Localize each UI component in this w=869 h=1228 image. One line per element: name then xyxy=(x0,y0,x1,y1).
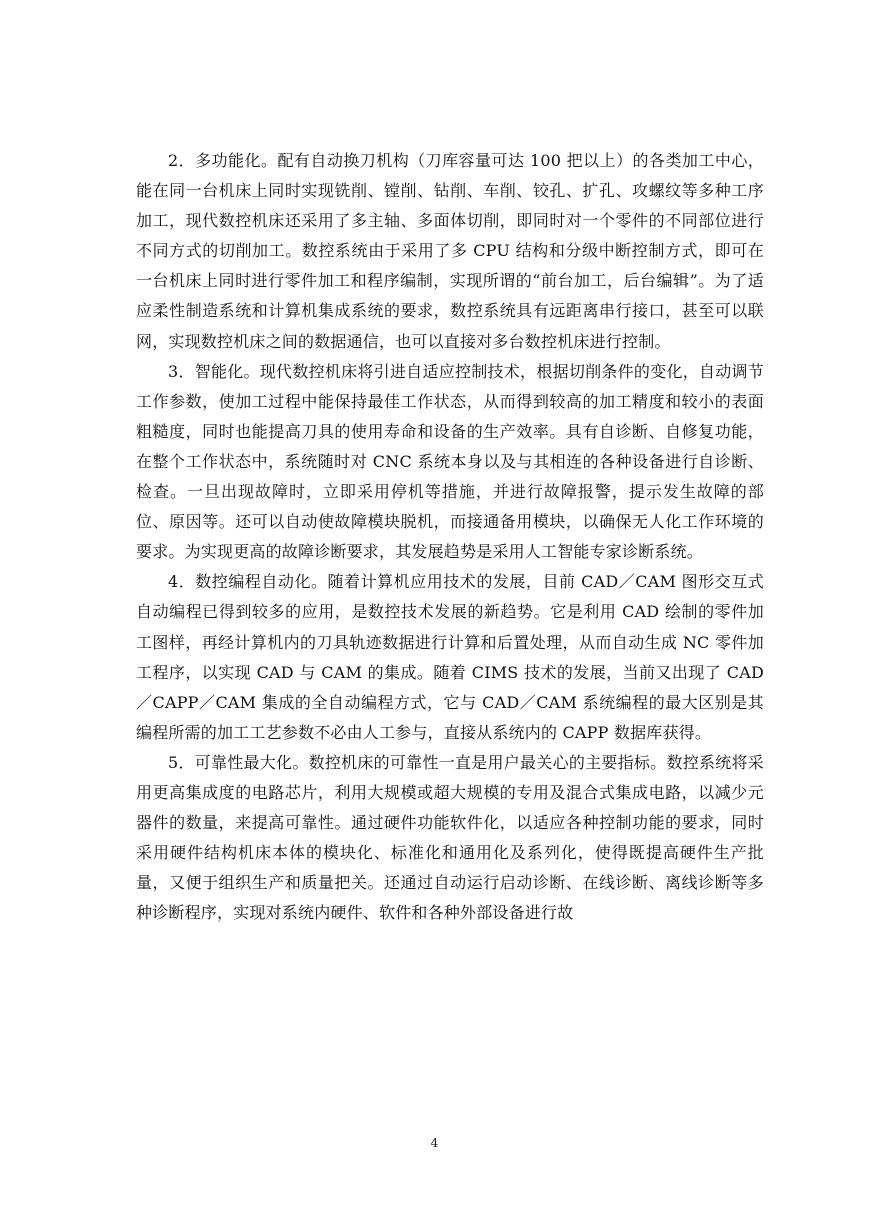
paragraph-reliability: 5．可靠性最大化。数控机床的可靠性一直是用户最关心的主要指标。数控系统将采用更高集成度的电路芯片，利用大规模或超大规模的专用及混合式集成电路，以减少元器件的数量，来提高可靠性。通过硬件功能软件化，以适应各种控制功能的要求，同时采用硬件结构机床本体的模块化、标准化和通用化及系列化，使得既提高硬件生产批量，又便于组织生产和质量把关。还通过自动运行启动诊断、在线诊断、离线诊断等多种诊断程序，实现对系统内硬件、软件和各种外部设备进行故 xyxy=(136,752,764,923)
page-number: 4 xyxy=(430,1136,439,1150)
paragraph-multifunction: 2．多功能化。配有自动换刀机构（刀库容量可达 100 把以上）的各类加工中心，能在同一台机床上同时实现铣削、镗削、钻削、车削、铰孔、扩孔、攻螺纹等多种工序加工，现代数控机床还采用了多主轴、多面体切削，即同时对一个零件的不同部位进行不同方式的切削加工。数控系统由于采用了多 CPU 结构和分级中断控制方式，即可在一台机床上同时进行零件加工和程序编制，实现所谓的“前台加工，后台编辑”。为了适应柔性制造系统和计算机集成系统的要求，数控系统具有远距离串行接口，甚至可以联网，实现数控机床之间的数据通信，也可以直接对多台数控机床进行控制。 xyxy=(136,151,764,351)
body-text xyxy=(136,146,764,928)
paragraph-intelligence: 3．智能化。现代数控机床将引进自适应控制技术，根据切削条件的变化，自动调节工作参数，使加工过程中能保持最佳工作状态，从而得到较高的加工精度和较小的表面粗糙度，同时也能提高刀具的使用寿命和设备的生产效率。具有自诊断、自修复功能，在整个工作状态中，系统随时对 CNC 系统本身以及与其相连的各种设备进行自诊断、检查。一旦出现故障时，立即采用停机等措施，并进行故障报警，提示发生故障的部位、原因等。还可以自动使故障模块脱机，而接通备用模块，以确保无人化工作环境的要求。为实现更高的故障诊断要求，其发展趋势是采用人工智能专家诊断系统。 xyxy=(136,361,764,562)
paragraph-programming-automation: 4．数控编程自动化。随着计算机应用技术的发展，目前 CAD／CAM 图形交互式自动编程已得到较多的应用，是数控技术发展的新趋势。它是利用 CAD 绘制的零件加工图样，再经计算机内的刀具轨迹数据进行计算和后置处理，从而自动生成 NC 零件加工程序，以实现 CAD 与 CAM 的集成。随着 CIMS 技术的发展，当前又出现了 CAD／CAPP／CAM 集成的全自动编程方式，它与 CAD／CAM 系统编程的最大区别是其编程所需的加工工艺参数不必由人工参与，直接从系统内的 CAPP 数据库获得。 xyxy=(136,572,764,742)
